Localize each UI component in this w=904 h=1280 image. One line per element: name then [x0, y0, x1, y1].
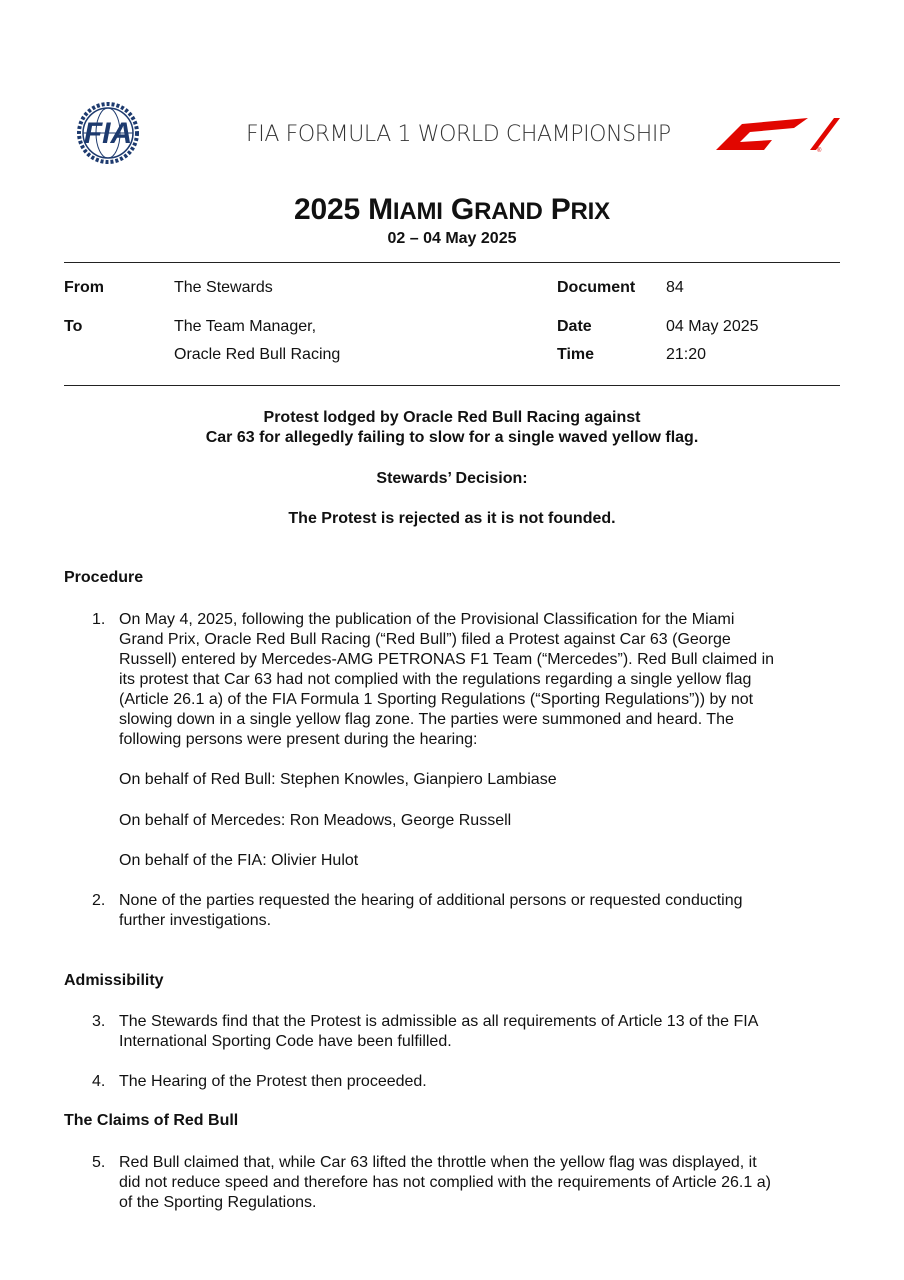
divider-top [64, 262, 840, 263]
paragraph-number: 4. [92, 1073, 106, 1090]
championship-title: FIA FORMULA 1 WORLD CHAMPIONSHIP [246, 122, 671, 147]
paragraph-2: None of the parties requested the hearing of additional persons or requested conducting further investigations. [119, 892, 743, 929]
f1-logo [712, 114, 842, 154]
from-label: From [64, 279, 104, 296]
divider-bottom [64, 385, 840, 386]
attendee-fia: On behalf of the FIA: Olivier Hulot [119, 852, 359, 869]
paragraph-number: 5. [92, 1154, 106, 1171]
paragraph-number: 3. [92, 1013, 106, 1030]
paragraph-number: 1. [92, 611, 106, 628]
decision-label: Stewards’ Decision: [376, 470, 528, 487]
paragraph-3: The Stewards find that the Protest is admissible as all requirements of Article 13 of the FIA International Sporting Code have been fulfilled. [119, 1013, 759, 1050]
from-value: The Stewards [174, 279, 273, 296]
date-label: Date [557, 318, 592, 335]
event-dates: 02 – 04 May 2025 [387, 230, 517, 247]
decision-text: The Protest is rejected as it is not founded. [288, 510, 616, 527]
summary-line1: Protest lodged by Oracle Red Bull Racing against [263, 409, 641, 426]
to-value-line2: Oracle Red Bull Racing [174, 346, 341, 363]
heading-claims: The Claims of Red Bull [64, 1112, 239, 1129]
to-label: To [64, 318, 83, 335]
heading-admissibility: Admissibility [64, 972, 164, 989]
paragraph-1: On May 4, 2025, following the publication of the Provisional Classification for the Miami Grand Prix, Oracle Red Bull Racing (“Red Bull”) filed a Protest against Car 63 (George Russell) entered by Mercedes-AMG PETRONAS F1 Team (“Mercedes”). Red Bull claimed in its protest that Car 63 had not complied with the regulations regarding a single yellow flag (Article 26.1 a) of the FIA Formula 1 Sporting Regulations (“Sporting Regulations”)) by not slowing down in a single yellow flag zone. The parties were summoned and heard. The following persons were present during the hearing: [119, 611, 775, 748]
attendee-mercedes: On behalf of Mercedes: Ron Meadows, George Russell [119, 812, 512, 829]
attendee-red-bull: On behalf of Red Bull: Stephen Knowles, Gianpiero Lambiase [119, 771, 557, 788]
heading-procedure: Procedure [64, 569, 144, 586]
date-value: 04 May 2025 [666, 318, 759, 335]
paragraph-5: Red Bull claimed that, while Car 63 lifted the throttle when the yellow flag was displayed, it did not reduce speed and therefore has not complied with the requirements of Article 26.1 a) of the Sporting Regulations. [119, 1154, 771, 1211]
document-label: Document [557, 279, 636, 296]
time-label: Time [557, 346, 595, 363]
f1-logo-mark: ® [817, 148, 822, 154]
fia-logo-text: FIA [83, 117, 133, 150]
event-title: 2025 MIAMI GRAND PRIX [294, 193, 610, 226]
time-value: 21:20 [666, 346, 707, 363]
fia-logo [64, 102, 152, 164]
summary-line2: Car 63 for allegedly failing to slow for a single waved yellow flag. [205, 429, 699, 446]
paragraph-number: 2. [92, 892, 106, 909]
paragraph-4: The Hearing of the Protest then proceeded. [119, 1073, 427, 1090]
to-value-line1: The Team Manager, [174, 318, 317, 335]
document-value: 84 [666, 279, 684, 296]
